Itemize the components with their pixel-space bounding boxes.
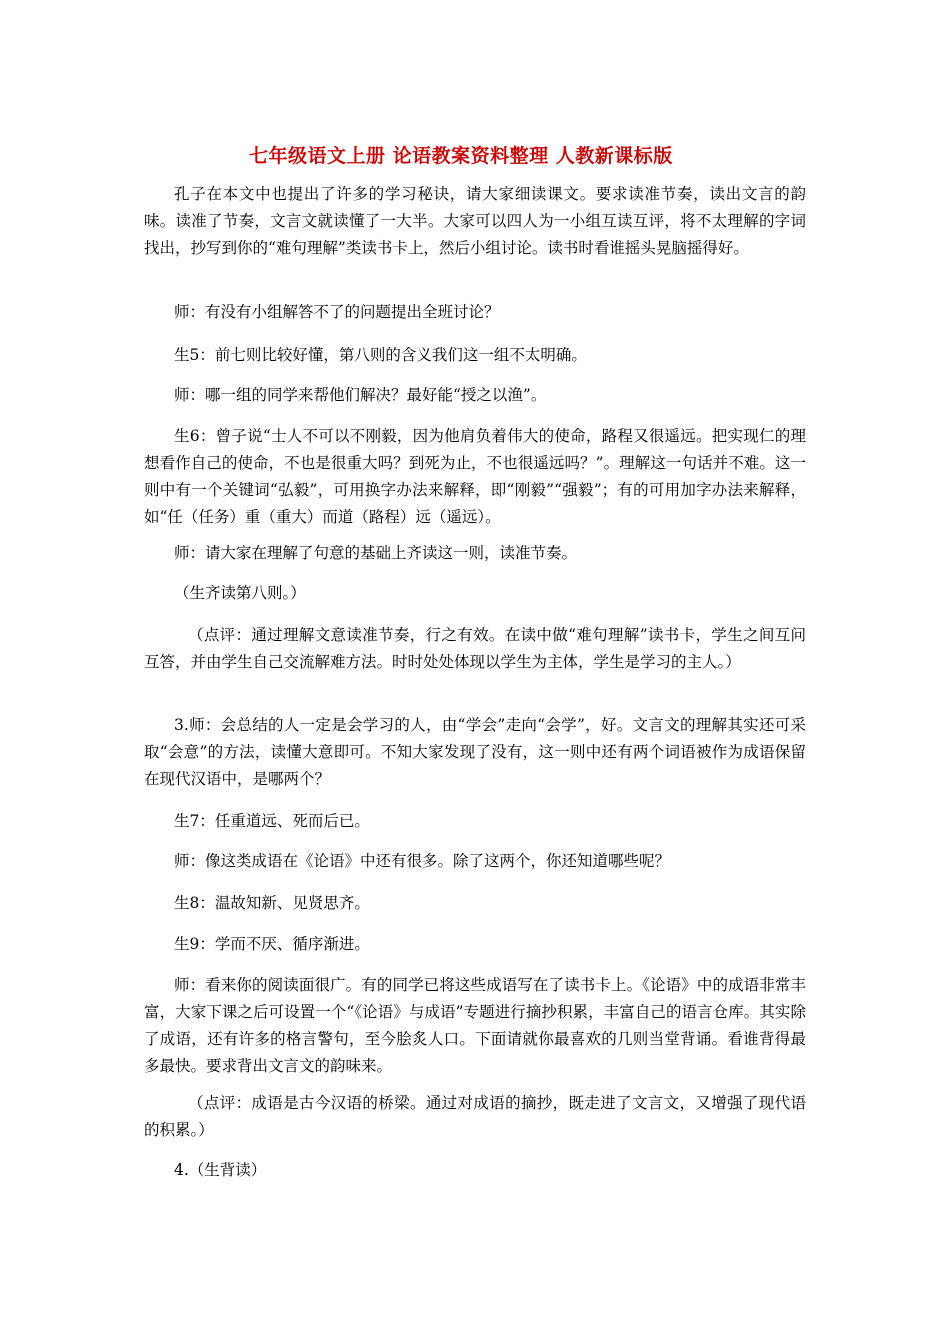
- paragraph-teacher-idioms: 师：像这类成语在《论语》中还有很多。除了这两个，你还知道哪些呢？: [174, 852, 671, 870]
- paragraph-student-7: 生7：任重道远、死而后已。: [174, 812, 370, 830]
- paragraph-teacher-question: 师：有没有小组解答不了的问题提出全班讨论？: [174, 303, 500, 321]
- paragraph-student-5: 生5：前七则比较好懂，第八则的含义我们这一组不太明确。: [174, 346, 587, 364]
- paragraph-student-8: 生8：温故知新、见贤思齐。: [174, 894, 370, 912]
- paragraph-comment-1: （点评：通过理解文意读准节奏，行之有效。在读中做“难句理解”读书卡，学生之间互问互答，并由学生自己交流解难方法。时时处处体现以学生为主体，学生是学习的主人。）: [144, 626, 806, 671]
- paragraph-class-read: （生齐读第八则。）: [174, 584, 306, 602]
- paragraph-intro: 孔子在本文中也提出了许多的学习秘诀，请大家细读课文。要求读准节奏，读出文言的韵味。读准了节奏，文言文就读懂了一大半。大家可以四人为一小组互读互评，将不太理解的字词找出，抄写到你的“难句理解”类读书卡上，然后小组讨论。读书时看谁摇头晃脑摇得好。: [144, 185, 806, 257]
- paragraph-teacher-help: 师：哪一组的同学来帮他们解决？最好能“授之以渔”。: [174, 386, 547, 404]
- paragraph-comment-2: （点评：成语是古今汉语的桥梁。通过对成语的摘抄，既走进了文言文，又增强了现代语的积累。）: [144, 1094, 806, 1139]
- paragraph-student-6: 生6：曾子说“士人不可以不刚毅，因为他肩负着伟大的使命，路程又很遥远。把实现仁的理想看作自己的使命，不也是很重大吗？到死为止，不也很遥远吗？”。理解这一句话并不难。这一则中有一个关键词“弘毅”，可用换字办法来解释，即“刚毅”“强毅”；有的可用加字办法来解释，如“任（任务）重（重大）而道（路程）远（遥远）。: [144, 427, 806, 526]
- paragraph-teacher-read: 师：请大家在理解了句意的基础上齐读这一则，读准节奏。: [174, 544, 578, 562]
- document-title: 七年级语文上册 论语教案资料整理 人教新课标版: [249, 145, 673, 167]
- paragraph-student-recite: 4.（生背读）: [174, 1161, 267, 1179]
- paragraph-teacher-3: 3.师：会总结的人一定是会学习的人，由“学会”走向“会学”，好。文言文的理解其实还可采取“会意”的方法，读懂大意即可。不知大家发现了没有，这一则中还有两个词语被作为成语保留在现代汉语中，是哪两个？: [144, 716, 806, 788]
- paragraph-teacher-summary: 师：看来你的阅读面很广。有的同学已将这些成语写在了读书卡上。《论语》中的成语非常丰富，大家下课之后可设置一个“《论语》与成语”专题进行摘抄积累，丰富自己的语言仓库。其实除了成语，还有许多的格言警句，至今脍炙人口。下面请就你最喜欢的几则当堂背诵。看谁背得最多最快。要求背出文言文的韵味来。: [144, 976, 806, 1075]
- paragraph-student-9: 生9：学而不厌、循序渐进。: [174, 935, 370, 953]
